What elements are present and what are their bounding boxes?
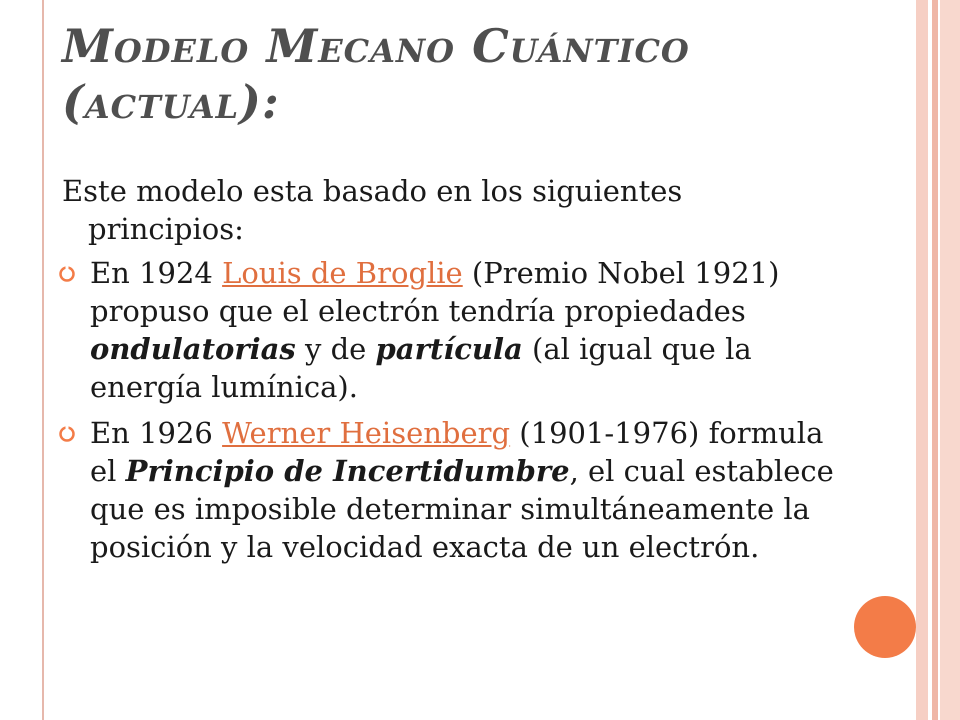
link-louis-de-broglie[interactable]: Louis de Broglie	[222, 256, 463, 290]
bullet-text: (al igual que la energía lumínica).	[90, 332, 752, 404]
emphasis-principio-incertidumbre: Principio de Incertidumbre	[125, 454, 570, 488]
bullet-de-broglie	[62, 254, 842, 406]
title-line-2: (actual):	[62, 75, 280, 129]
bullet-text: (1901-1976) formula el	[90, 416, 824, 488]
left-frame-border	[0, 0, 44, 720]
right-stripe-outer	[940, 0, 960, 720]
bullet-text: y de	[295, 332, 376, 366]
bullet-marker-icon	[58, 265, 76, 283]
right-stripe-dark	[932, 0, 938, 720]
bullet-text: En 1926	[90, 416, 223, 450]
bullet-text: , el cual establece que es imposible determinar simultáneamente la posición y la velocidad exacta de un electrón.	[90, 454, 834, 564]
slide-title	[62, 18, 902, 130]
orange-circle-decoration	[854, 596, 916, 658]
emphasis-particula: partícula	[375, 332, 523, 366]
right-stripe	[916, 0, 928, 720]
emphasis-ondulatorias: ondulatorias	[90, 332, 296, 366]
bullet-heisenberg	[62, 414, 842, 566]
bullet-marker-icon	[58, 425, 76, 443]
bullet-text: (Premio Nobel 1921) propuso que el electrón tendría propiedades	[90, 256, 780, 328]
title-line-1: Modelo Mecano Cuántico	[62, 19, 690, 73]
intro-paragraph: Este modelo esta basado en los siguientes principios:	[62, 174, 683, 246]
slide-body	[62, 172, 842, 574]
bullet-text: En 1924	[90, 256, 223, 290]
link-werner-heisenberg[interactable]: Werner Heisenberg	[222, 416, 511, 450]
